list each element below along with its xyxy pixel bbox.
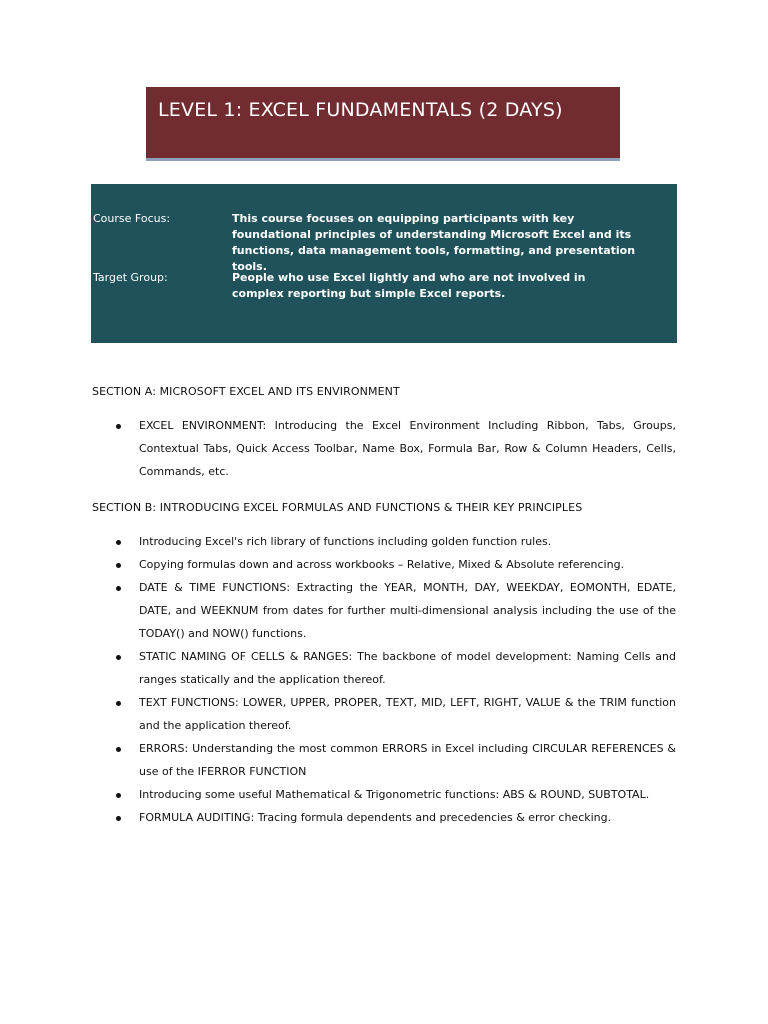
bullet-icon <box>116 655 121 660</box>
list-item <box>110 414 676 483</box>
list-item <box>110 783 676 806</box>
section-b-heading: SECTION B: INTRODUCING EXCEL FORMULAS AND FUNCTIONS & THEIR KEY PRINCIPLES <box>92 501 583 514</box>
target-group-text: People who use Excel lightly and who are not involved in complex reporting but simple Excel reports. <box>232 271 586 300</box>
bullet-icon <box>116 701 121 706</box>
list-item-text: TEXT FUNCTIONS: LOWER, UPPER, PROPER, TEXT, MID, LEFT, RIGHT, VALUE & the TRIM function and the application thereof. <box>139 696 676 732</box>
list-item <box>110 737 676 783</box>
list-item-text: Copying formulas down and across workbooks – Relative, Mixed & Absolute referencing. <box>139 558 625 571</box>
course-focus-row <box>93 211 637 275</box>
list-item <box>110 806 676 829</box>
course-info-box <box>91 184 677 343</box>
list-item-text: ERRORS: Understanding the most common ERRORS in Excel including CIRCULAR REFERENCES & use of the IFERROR FUNCTION <box>139 742 676 778</box>
bullet-icon <box>116 793 121 798</box>
list-item-text: EXCEL ENVIRONMENT: Introducing the Excel Environment Including Ribbon, Tabs, Groups, Contextual Tabs, Quick Access Toolbar, Name Box, Formula Bar, Row & Column Headers, Cells, Commands, etc. <box>139 419 676 478</box>
list-item <box>110 553 676 576</box>
bullet-icon <box>116 586 121 591</box>
bullet-icon <box>116 424 121 429</box>
list-item-text: STATIC NAMING OF CELLS & RANGES: The backbone of model development: Naming Cells and ranges statically and the application thereof. <box>139 650 676 686</box>
page-title: LEVEL 1: EXCEL FUNDAMENTALS (2 DAYS) <box>158 99 563 121</box>
bullet-icon <box>116 563 121 568</box>
title-banner <box>146 87 620 161</box>
bullet-icon <box>116 540 121 545</box>
section-b-list <box>110 530 676 829</box>
list-item-text: FORMULA AUDITING: Tracing formula dependents and precedencies & error checking. <box>139 811 612 824</box>
target-group-label: Target Group: <box>93 271 168 284</box>
list-item <box>110 691 676 737</box>
course-focus-label: Course Focus: <box>93 212 171 225</box>
list-item <box>110 576 676 645</box>
bullet-icon <box>116 747 121 752</box>
list-item-text: Introducing Excel's rich library of functions including golden function rules. <box>139 535 552 548</box>
bullet-icon <box>116 816 121 821</box>
section-a-list <box>110 414 676 483</box>
course-focus-text: This course focuses on equipping participants with key foundational principles of understanding Microsoft Excel and its functions, data management tools, formatting, and presentation tools. <box>232 212 636 273</box>
list-item <box>110 645 676 691</box>
section-a-heading: SECTION A: MICROSOFT EXCEL AND ITS ENVIRONMENT <box>92 385 400 398</box>
list-item <box>110 530 676 553</box>
target-group-row <box>93 270 637 302</box>
list-item-text: Introducing some useful Mathematical & Trigonometric functions: ABS & ROUND, SUBTOTAL. <box>139 788 650 801</box>
list-item-text: DATE & TIME FUNCTIONS: Extracting the YEAR, MONTH, DAY, WEEKDAY, EOMONTH, EDATE, DATE, and WEEKNUM from dates for further multi-dimensional analysis including the use of the TODAY() and NOW() functions. <box>139 581 676 640</box>
